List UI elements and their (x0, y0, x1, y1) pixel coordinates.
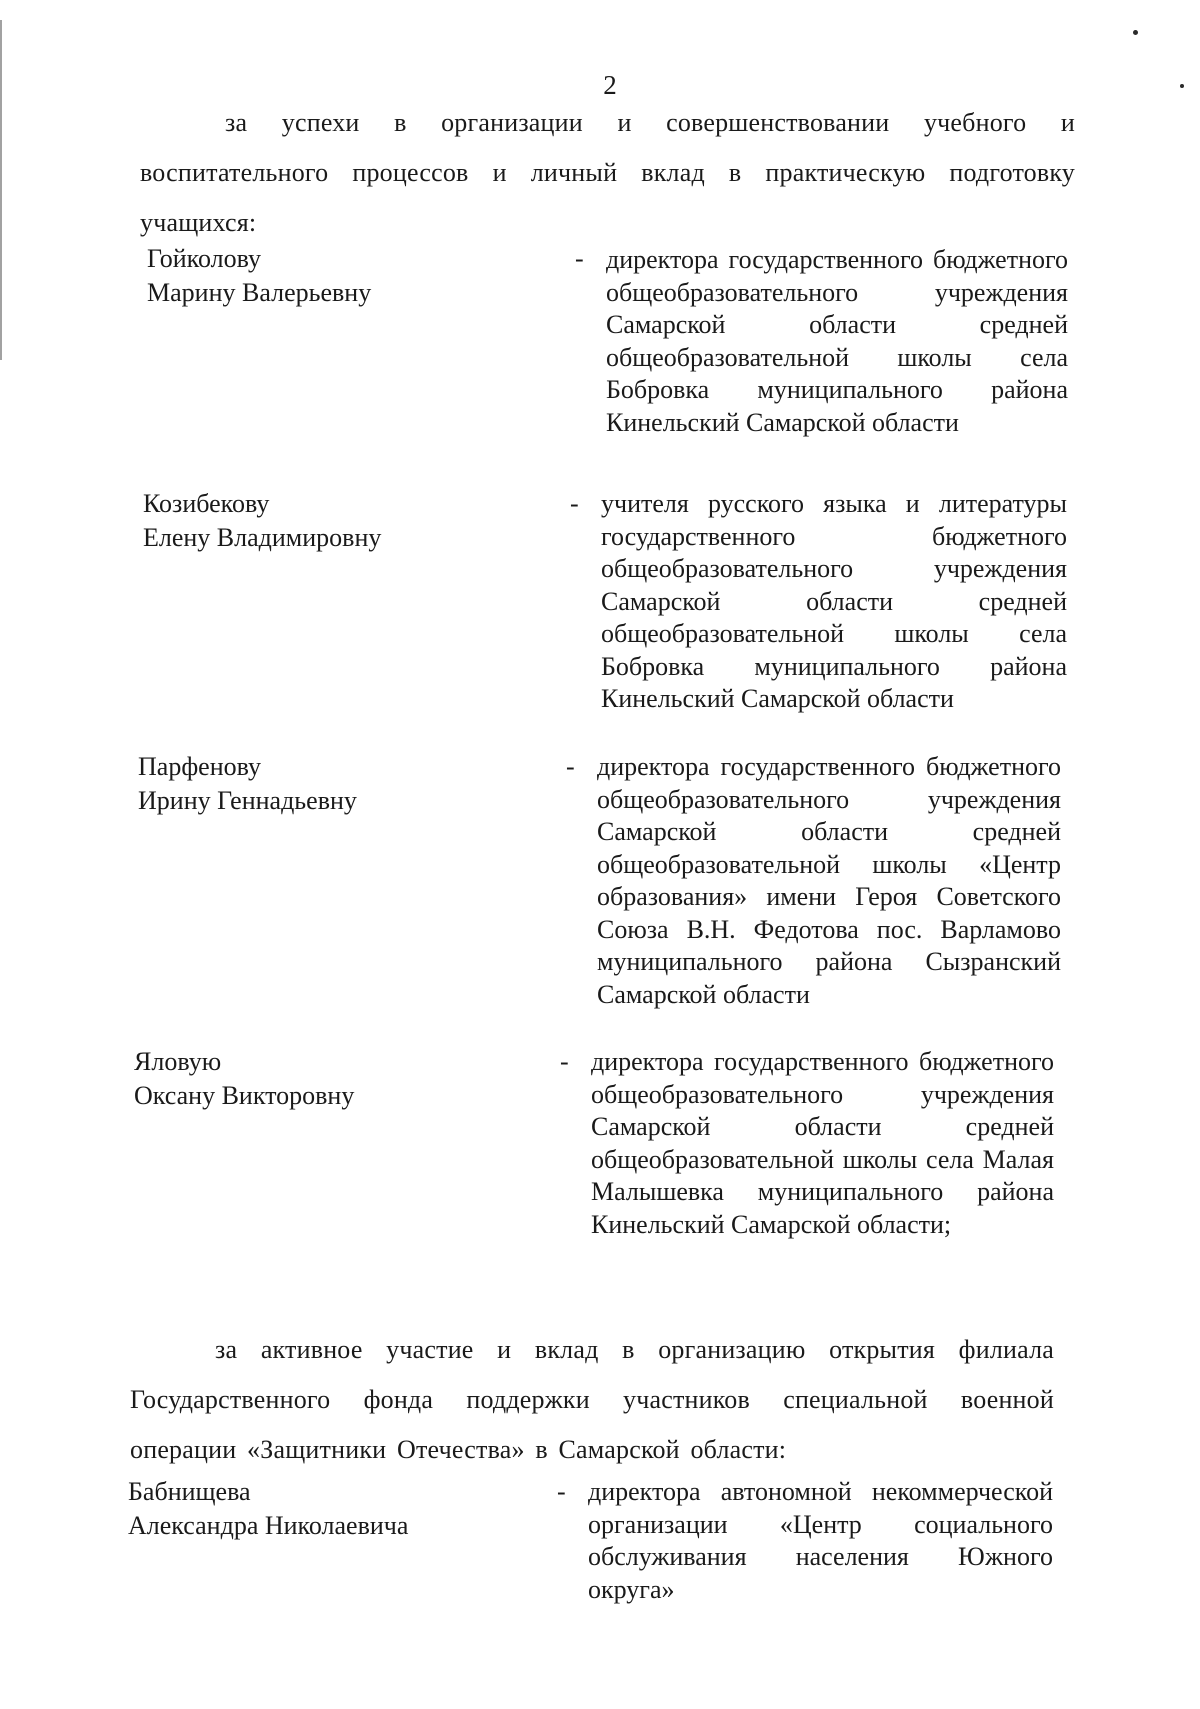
recipient-surname: Парфенову (138, 752, 262, 781)
entry-dash: - (570, 489, 579, 518)
recipient-surname: Бабнищева (128, 1477, 251, 1506)
recipient-given-names: Ирину Геннадьевну (138, 786, 357, 815)
recipient-given-names: Елену Владимировну (143, 523, 382, 552)
recipient-given-names: Оксану Викторовну (134, 1081, 355, 1110)
recipient-position: директора автономной некоммерческой организации «Центр социального обслуживания населения Южного округа» (588, 1477, 1053, 1604)
recipient-given-names: Александра Николаевича (128, 1511, 409, 1540)
intro-paragraph: за успехи в организации и совершенствовании учебного и воспитательного процессов и личный вклад в практическую подготовку учащихся: (140, 108, 1075, 237)
scan-speck (1133, 30, 1138, 35)
entry-dash: - (566, 752, 575, 781)
recipient-position: учителя русского языка и литературы государственного бюджетного общеобразовательного учреждения Самарской области средней общеобразовательной школы села Бобровка муниципального района Кинельский Самарской области (601, 489, 1067, 713)
recipient-name (134, 1045, 354, 1113)
recipient-name (143, 487, 381, 555)
recipient-position: директора государственного бюджетного общеобразовательного учреждения Самарской области средней общеобразовательной школы села Малая Малышевка муниципального района Кинельский Самарской области; (591, 1047, 1054, 1239)
recipient-name (138, 750, 357, 818)
recipient-surname: Яловую (134, 1047, 222, 1076)
entry-dash: - (557, 1477, 566, 1506)
recipient-name (128, 1475, 408, 1543)
page-number: 2 (603, 70, 617, 100)
recipient-position: директора государственного бюджетного общеобразовательного учреждения Самарской области средней общеобразовательной школы «Центр образования» имени Героя Советского Союза В.Н. Федотова пос. Варламово муниципального района Сызранский Самарской области (597, 752, 1061, 1009)
recipient-name (147, 242, 371, 310)
entry-dash: - (560, 1047, 569, 1076)
recipient-given-names: Марину Валерьевну (147, 278, 372, 307)
recipient-position: директора государственного бюджетного общеобразовательного учреждения Самарской области средней общеобразовательной школы села Бобровка муниципального района Кинельский Самарской области (606, 245, 1068, 437)
recipient-surname: Гойколову (147, 244, 261, 273)
recipient-surname: Козибекову (143, 489, 270, 518)
second-paragraph: за активное участие и вклад в организацию открытия филиала Государственного фонда поддержки участников специальной военной операции «Защитники Отечества» в Самарской области: (130, 1335, 1054, 1464)
entry-dash: - (575, 244, 584, 273)
